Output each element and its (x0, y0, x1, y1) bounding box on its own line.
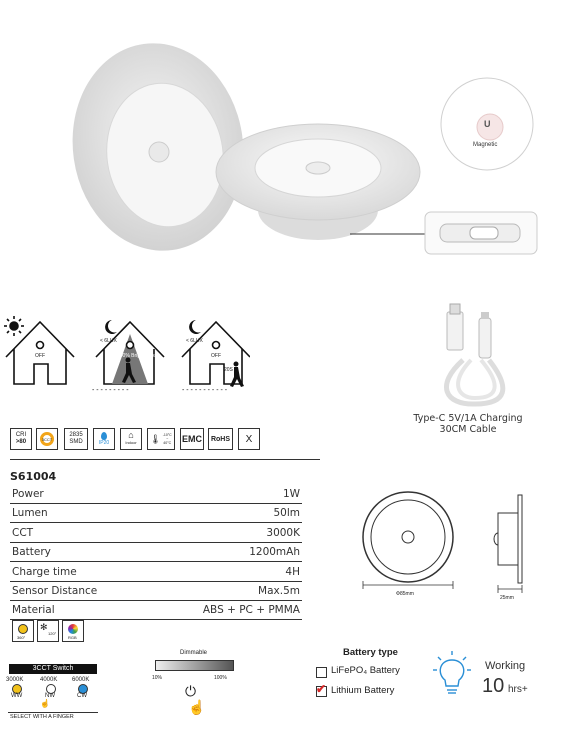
led-bottom: SMD (69, 439, 83, 445)
cable-caption (398, 413, 538, 435)
light-front-sensor (306, 162, 330, 174)
scene3-lux-label: < 6LUX (186, 338, 203, 344)
ip-label: IP20 (98, 439, 110, 446)
cct-badge (36, 428, 58, 450)
moon-icon-2 (189, 320, 201, 334)
option-lifepo4: LiFePO₄ Battery (331, 665, 400, 676)
led-top: 2835 (69, 432, 83, 438)
spec-key: Material (12, 604, 55, 617)
cri-badge (10, 428, 32, 450)
cable-caption-line1: Type-C 5V/1A Charging (413, 413, 523, 424)
switch-code: WW (11, 693, 23, 699)
svg-text:- - - - - - - - -: - - - - - - - - - (92, 387, 129, 394)
color-wheel-icon (68, 624, 78, 634)
working-label: Working (485, 660, 526, 672)
battery-type-title: Battery type (343, 647, 398, 658)
spec-row (10, 485, 302, 504)
hand-press-icon: ☝ (188, 699, 206, 715)
spec-row (10, 601, 302, 620)
scene3-off-label: OFF (211, 353, 221, 359)
water-drop-icon (101, 432, 107, 440)
switch-temp: 4000K (40, 677, 58, 683)
scene1-off-label: OFF (35, 353, 45, 359)
spec-row (10, 504, 302, 523)
check-mark-icon: ✔ (316, 682, 327, 696)
indoor-label: Indoor (125, 440, 137, 445)
checkbox-lithium[interactable] (316, 682, 327, 697)
360-badge (12, 620, 34, 642)
bulb-glow-icon (18, 624, 28, 634)
spec-key: Lumen (12, 507, 48, 520)
cct-label: 3CCT (41, 436, 53, 442)
switch-code: NW (45, 693, 55, 699)
cct-switch-title: 3CCT Switch (9, 664, 97, 674)
switch-temp: 6000K (72, 677, 90, 683)
switch-note-line (8, 712, 98, 713)
rgb-label: RGB (68, 635, 77, 640)
spec-value: Max.5m (258, 585, 300, 597)
checkbox-lifepo4[interactable] (316, 667, 327, 678)
sensor-angle-label: 120° (48, 631, 57, 636)
usb-c-cable-image (415, 300, 530, 412)
spec-key: Sensor Distance (12, 585, 98, 597)
scene2-lux-label: < 6LUX (100, 338, 117, 344)
dimmable-label: Dimmable (180, 650, 208, 656)
led-badge (64, 428, 88, 450)
temp-label: -10°C ~ 40°C (162, 433, 172, 445)
svg-text:- - - - - - - - - - -: - - - - - - - - - - - (182, 387, 228, 394)
spec-value: 50lm (273, 507, 300, 520)
sensor-badge (37, 620, 59, 642)
sun-icon (4, 316, 24, 336)
temp-badge (147, 428, 175, 450)
spec-value: 3000K (266, 526, 300, 539)
scene3-delay-label: 20S (224, 367, 233, 373)
working-unit: hrs+ (508, 684, 528, 695)
weee-bin-icon: X (238, 428, 260, 450)
finger-icon: ☝ (40, 699, 50, 708)
depth-label: 25mm (500, 595, 514, 601)
product-photo (0, 0, 568, 300)
magnetic-label: Magnetic (473, 142, 498, 148)
indoor-badge (120, 428, 142, 450)
light-back-sensor (149, 142, 169, 162)
cable-caption-line2: 30CM Cable (439, 424, 497, 435)
cri-bottom: >80 (15, 439, 27, 445)
spec-row (10, 543, 302, 562)
light-bulb-icon (429, 650, 475, 700)
spec-row (10, 563, 302, 582)
dimension-drawing (355, 485, 545, 605)
angle-label: 360° (17, 635, 26, 640)
rgb-badge (62, 620, 84, 642)
spec-value: ABS + PC + PMMA (202, 604, 300, 617)
working-hours: 10 (482, 675, 505, 697)
house-icon: ⌂ (128, 430, 134, 440)
switch-note: SELECT WITH A FINGER (10, 714, 74, 720)
switch-code: CW (77, 693, 87, 699)
rohs-badge: RoHS (208, 428, 233, 450)
thermometer-icon: 🌡︎ (149, 433, 162, 444)
spec-key: Power (12, 488, 44, 500)
dimmable-min: 10% (152, 675, 163, 681)
dimmable-max: 100% (214, 675, 227, 681)
scene2-on-label: 100% Brightness (117, 353, 155, 359)
option-lithium: Lithium Battery (331, 685, 395, 696)
magnetic-glyph: U (484, 119, 491, 129)
diameter-label: Φ85mm (396, 591, 414, 597)
power-icon: ⏻ (185, 683, 197, 699)
section-divider (10, 459, 320, 460)
ip-badge (93, 428, 115, 450)
spec-value: 4H (285, 565, 300, 578)
model-number: S61004 (10, 470, 57, 483)
moon-icon-1 (105, 320, 117, 334)
dimmable-gradient-bar (155, 660, 234, 671)
spec-key: CCT (12, 526, 34, 539)
spec-row (10, 582, 302, 601)
spec-row (10, 524, 302, 543)
spec-value: 1200mAh (249, 546, 300, 559)
motion-sensor-icon: ✻ (40, 622, 48, 632)
emc-badge: EMC (180, 428, 204, 450)
cri-top: CRI (15, 432, 27, 438)
spec-value: 1W (282, 488, 300, 500)
spec-key: Battery (12, 546, 51, 559)
switch-temp: 3000K (6, 677, 24, 683)
spec-key: Charge time (12, 565, 77, 578)
